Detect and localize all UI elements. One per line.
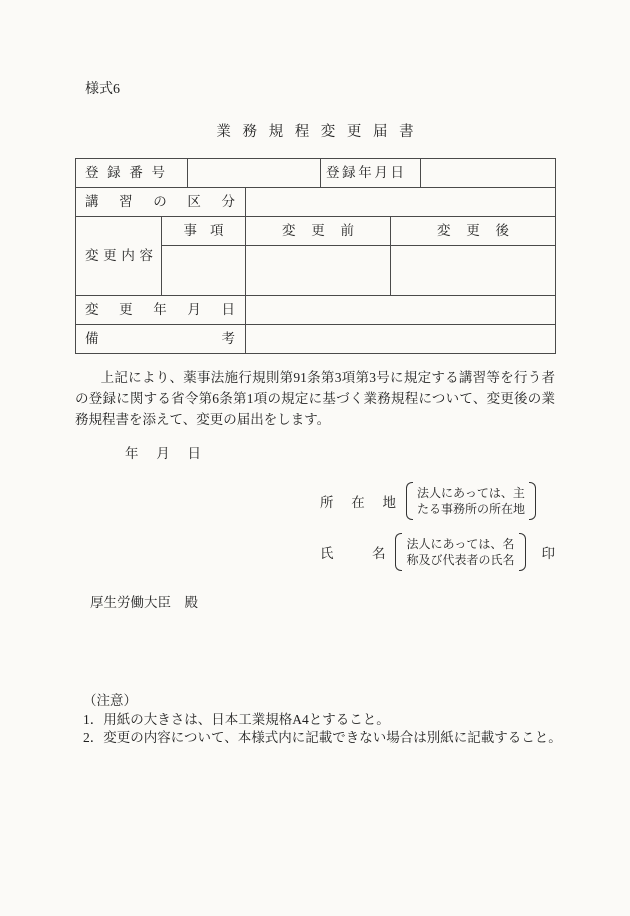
note-item: 1．用紙の大きさは、日本工業規格A4とすること。	[83, 711, 390, 727]
form-number: 様式6	[85, 82, 120, 97]
name-note-line-2: 称及び代表者の氏名	[406, 553, 515, 567]
name-label: 氏名	[320, 546, 386, 561]
registration-number-value-cell	[188, 159, 321, 188]
remarks-label: 備考	[85, 331, 235, 346]
change-content-label-cell	[76, 217, 162, 296]
course-category-value-cell	[246, 188, 556, 217]
left-bracket-icon	[406, 482, 413, 520]
after-header-cell	[391, 217, 556, 246]
address-note-line-2: たる事務所の所在地	[417, 502, 526, 516]
date-line	[125, 442, 555, 460]
change-date-label: 変更年月日	[85, 302, 235, 317]
seal-mark: 印	[541, 546, 555, 561]
course-category-label: 講習の区分	[85, 194, 235, 209]
addressee: 厚生労働大臣 殿	[90, 595, 198, 610]
address-note-line-1: 法人にあっては、主	[417, 486, 525, 500]
remarks-label-cell	[76, 325, 246, 354]
change-content-label: 変更内容	[85, 248, 153, 263]
form-title: 業務規程変更届書	[216, 124, 426, 140]
course-category-label-cell	[76, 188, 246, 217]
change-date-value-cell	[246, 296, 556, 325]
registration-date-value-cell	[421, 159, 556, 188]
note-item: 2．変更の内容について、本様式内に記載できない場合は別紙に記載すること。	[83, 730, 562, 745]
item-header-cell	[162, 217, 246, 246]
after-value-cell	[391, 246, 556, 296]
registration-date-label-cell	[321, 159, 421, 188]
address-note	[406, 482, 536, 520]
left-bracket-icon	[395, 533, 402, 571]
name-note-line-1: 法人にあっては、名	[406, 537, 515, 551]
notes-section	[83, 692, 562, 748]
before-header: 変更前	[282, 223, 354, 238]
name-note	[395, 533, 525, 571]
right-bracket-icon	[529, 482, 536, 520]
registration-number-label-cell	[76, 159, 188, 188]
address-row	[320, 482, 555, 520]
before-header-cell	[246, 217, 391, 246]
registration-date-label: 登録年月日	[326, 165, 404, 180]
after-header: 変更後	[437, 223, 509, 238]
name-row	[320, 533, 555, 571]
item-header: 事項	[183, 223, 224, 238]
registration-number-label: 登録番号	[85, 165, 165, 180]
form-table	[75, 158, 556, 354]
body-text: 上記により、薬事法施行規則第91条第3項第3号に規定する講習等を行う者の登録に関する省令第6条第1項の規定に基づく業務規程について、変更後の業務規程書を添えて、変更の届出をします。	[75, 370, 555, 427]
remarks-value-cell	[246, 325, 556, 354]
address-label: 所在地	[320, 495, 396, 510]
name-note-lines	[402, 533, 518, 571]
notes-title: （注意）	[83, 693, 137, 708]
right-bracket-icon	[519, 533, 526, 571]
change-date-label-cell	[76, 296, 246, 325]
before-value-cell	[246, 246, 391, 296]
item-value-cell	[162, 246, 246, 296]
date-line-text: 年月日	[125, 446, 201, 461]
address-note-lines	[413, 482, 529, 520]
